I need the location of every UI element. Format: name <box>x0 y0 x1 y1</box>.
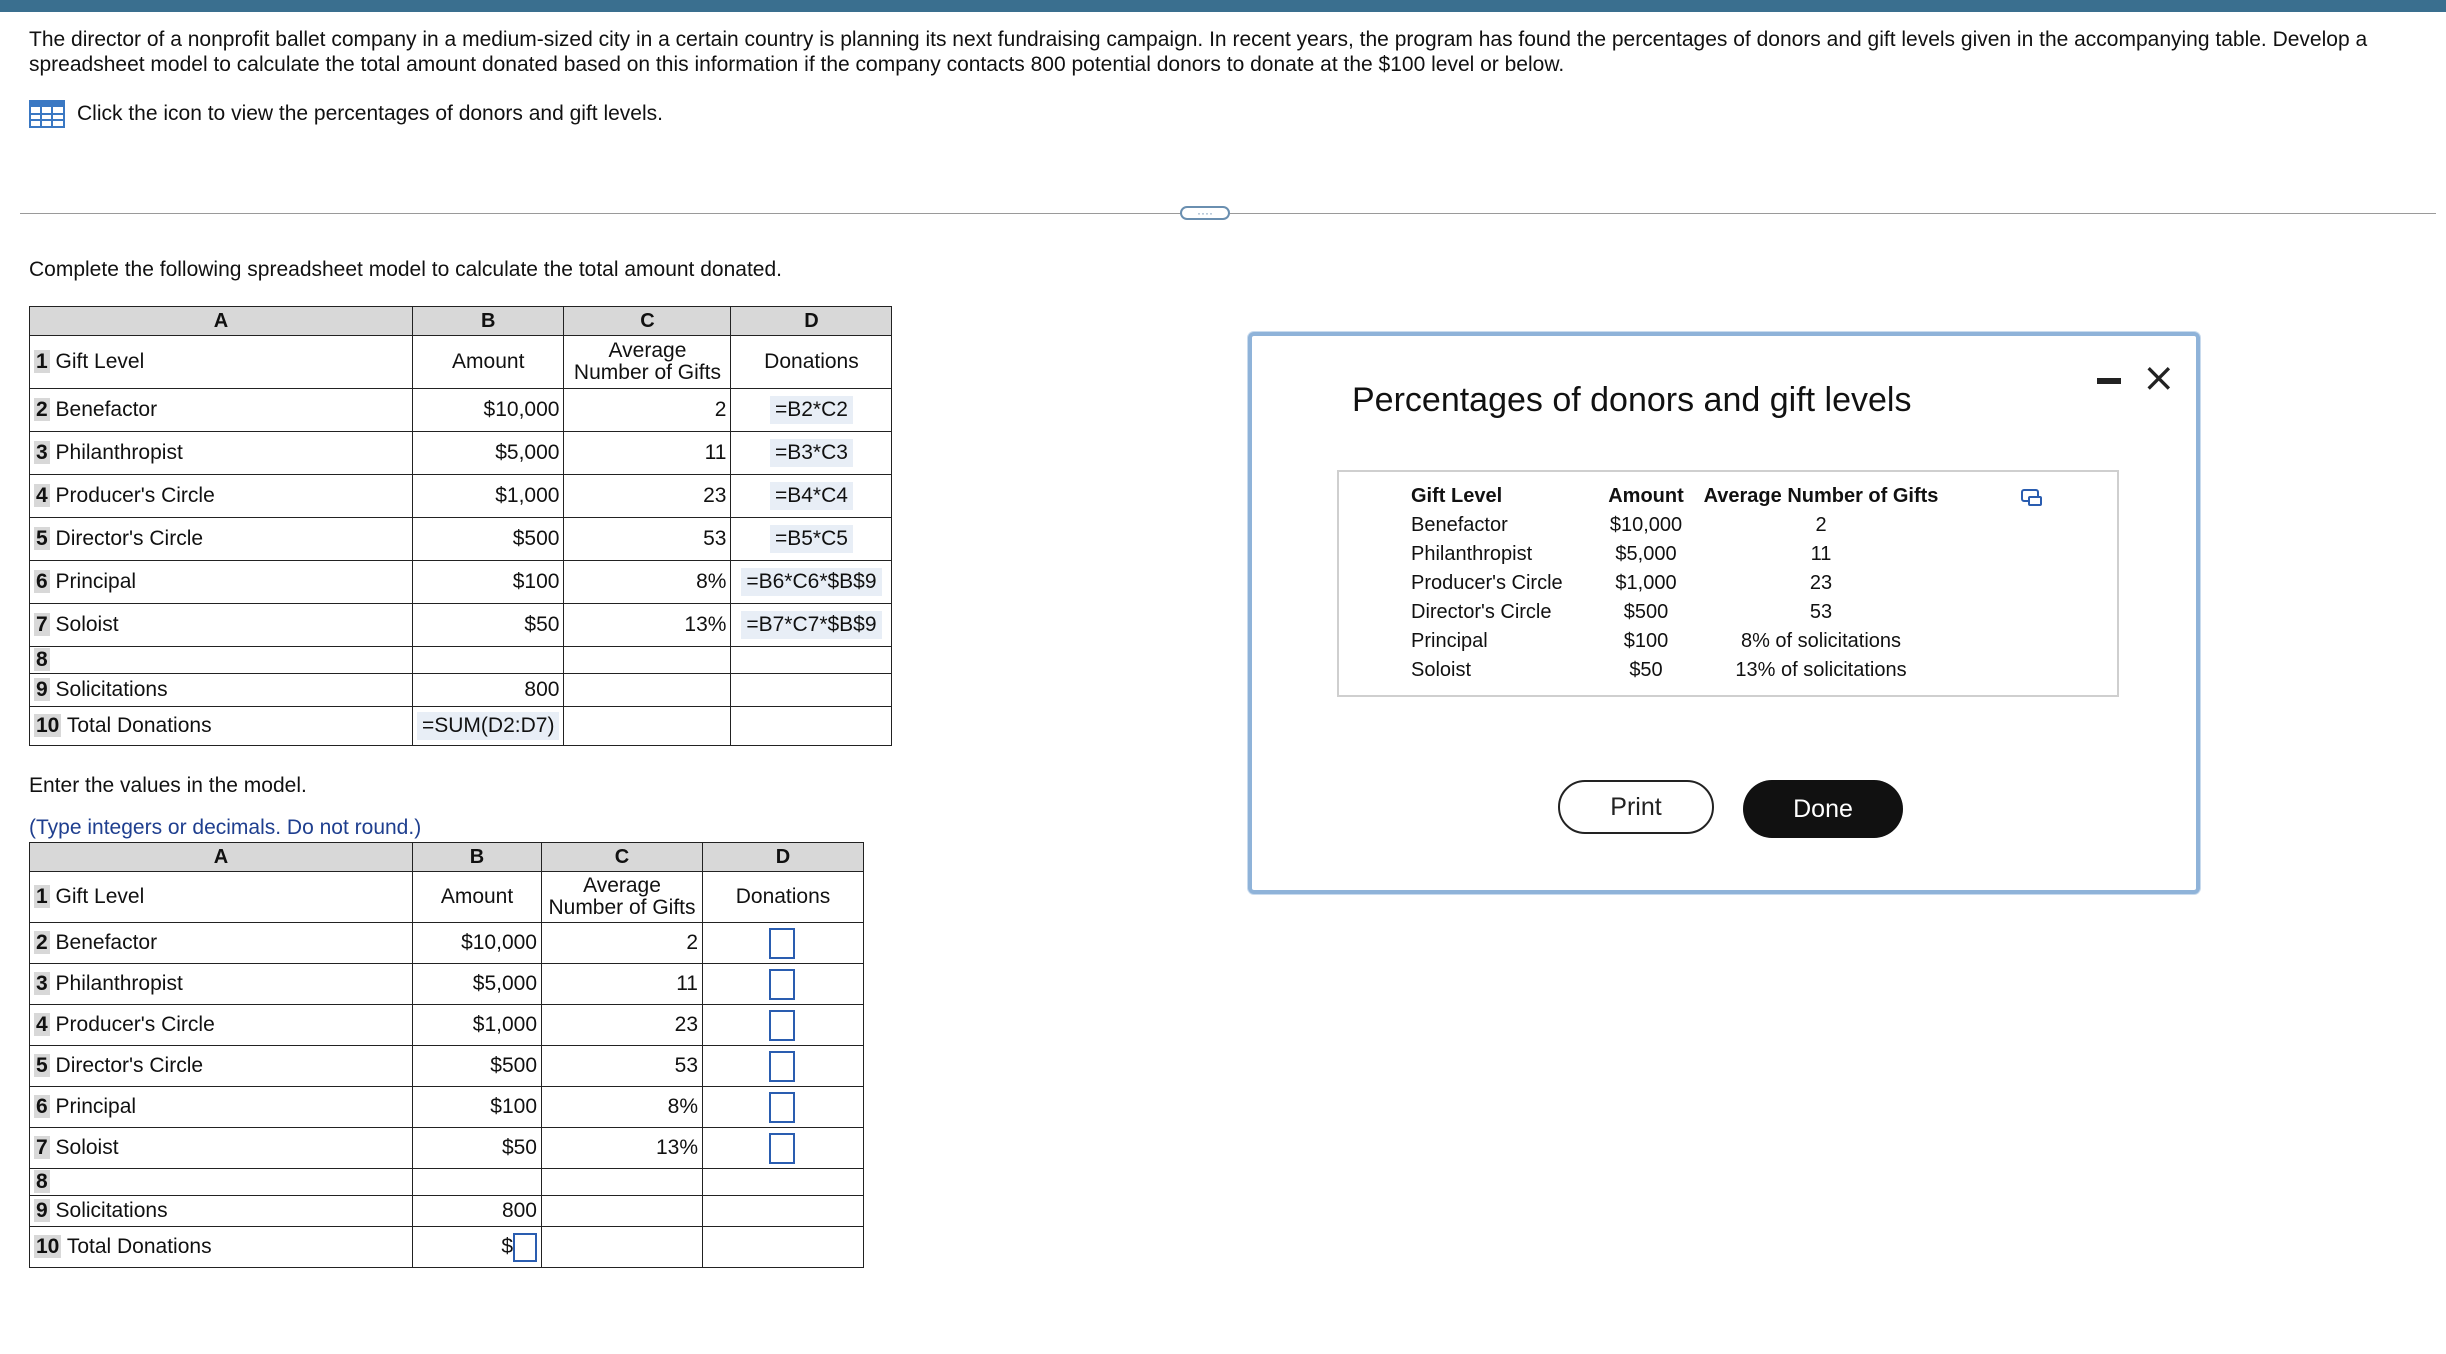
expand-more-button[interactable]: ···· <box>1180 206 1230 220</box>
cell-a: Soloist <box>55 613 119 636</box>
gifts-cell: 8% of solicitations <box>1740 630 1902 652</box>
column-header-d: D <box>703 843 864 872</box>
empty-cell <box>703 1227 864 1268</box>
cell-a: Gift Level <box>55 885 145 908</box>
empty-cell <box>413 647 564 674</box>
empty-cell <box>731 707 892 746</box>
cell-b: $500 <box>413 1046 542 1087</box>
cell-c: 8% <box>542 1087 703 1128</box>
table-row <box>1411 627 1946 656</box>
cell-a: Total Donations <box>66 714 212 737</box>
row-number: 8 <box>36 648 48 671</box>
cell-c: 2 <box>564 389 731 432</box>
row-number: 6 <box>36 570 48 593</box>
header-average-gifts: Average Number of Gifts <box>1703 485 1939 507</box>
donation-input[interactable] <box>769 969 795 1000</box>
cell-b: $50 <box>413 1128 542 1169</box>
column-header-a: A <box>30 307 413 336</box>
cell-a: Solicitations <box>55 1199 168 1222</box>
copy-to-spreadsheet-icon[interactable] <box>2021 488 2043 506</box>
amount-cell: $50 <box>1629 659 1663 681</box>
column-header-c: C <box>542 843 703 872</box>
cell-c: 23 <box>564 475 731 518</box>
formula-cell: =B2*C2 <box>770 396 853 424</box>
cell-a: Producer's Circle <box>55 484 215 507</box>
amount-cell: $10,000 <box>1609 514 1683 536</box>
print-button[interactable]: Print <box>1558 780 1714 834</box>
table-link-text: Click the icon to view the percentages of donors and gift levels. <box>77 102 663 125</box>
formula-cell: =B7*C7*$B$9 <box>741 611 881 639</box>
cell-a: Soloist <box>55 1136 119 1159</box>
row-label-cell <box>30 964 413 1005</box>
table-row <box>30 923 864 964</box>
table-row <box>30 1046 864 1087</box>
table-row <box>30 964 864 1005</box>
dollar-sign: $ <box>501 1234 513 1258</box>
cell-a: Philanthropist <box>55 972 183 995</box>
row-number: 10 <box>36 714 60 737</box>
hint-text: (Type integers or decimals. Do not round.) <box>29 816 422 839</box>
row-number: 9 <box>36 1199 48 1222</box>
cell-b: $10,000 <box>413 389 564 432</box>
donor-levels-table-box <box>1337 470 2119 697</box>
amount-cell: $100 <box>1623 630 1669 652</box>
table-row <box>30 674 892 707</box>
cell-c: 53 <box>542 1046 703 1087</box>
formula-cell: =B3*C3 <box>770 439 853 467</box>
gift-level-cell: Principal <box>1411 630 1488 652</box>
cell-d: Donations <box>703 872 864 923</box>
cell-c: 23 <box>542 1005 703 1046</box>
table-row <box>30 1128 864 1169</box>
row-label-cell <box>30 707 413 746</box>
cell-a: Principal <box>55 1095 137 1118</box>
donation-input[interactable] <box>769 1051 795 1082</box>
top-bar <box>0 0 2446 12</box>
table-row <box>1411 511 1946 540</box>
row-label-cell <box>30 872 413 923</box>
cell-a: Solicitations <box>55 678 168 701</box>
donor-levels-table <box>1411 482 1946 685</box>
donation-input[interactable] <box>769 1092 795 1123</box>
row-number: 1 <box>36 885 48 908</box>
cell-b: $10,000 <box>413 923 542 964</box>
cell-c: Average Number of Gifts <box>564 336 731 389</box>
amount-cell: $1,000 <box>1615 572 1677 594</box>
empty-cell <box>703 1169 864 1196</box>
empty-cell <box>564 674 731 707</box>
gift-level-cell: Soloist <box>1411 659 1472 681</box>
table-link-row[interactable] <box>29 100 663 128</box>
empty-cell <box>564 647 731 674</box>
cell-c: 13% <box>542 1128 703 1169</box>
row-label-cell <box>30 674 413 707</box>
cell-b: $5,000 <box>413 432 564 475</box>
cell-c: 2 <box>542 923 703 964</box>
donation-input[interactable] <box>769 1010 795 1041</box>
cell-c: 53 <box>564 518 731 561</box>
empty-cell <box>564 707 731 746</box>
table-row <box>30 1087 864 1128</box>
empty-cell <box>413 1169 542 1196</box>
row-number: 2 <box>36 398 48 421</box>
empty-cell <box>542 1169 703 1196</box>
cell-b: $1,000 <box>413 475 564 518</box>
cell-a: Director's Circle <box>55 527 204 550</box>
row-number: 5 <box>36 527 48 550</box>
cell-c: 11 <box>564 432 731 475</box>
row-label-cell <box>30 518 413 561</box>
cell-d: Donations <box>731 336 892 389</box>
row-label-cell <box>30 647 413 674</box>
enter-values-instruction: Enter the values in the model. <box>29 774 307 797</box>
cell-a: Director's Circle <box>55 1054 204 1077</box>
cell-b: 800 <box>413 674 564 707</box>
formula-cell: =B6*C6*$B$9 <box>741 568 881 596</box>
table-row <box>30 1005 864 1046</box>
row-label-cell <box>30 1046 413 1087</box>
row-label-cell <box>30 1227 413 1268</box>
table-row <box>30 872 864 923</box>
minimize-button[interactable] <box>2097 378 2121 384</box>
table-row <box>1411 569 1946 598</box>
cell-c: 8% <box>564 561 731 604</box>
cell-b: 800 <box>413 1196 542 1227</box>
dialog-title: Percentages of donors and gift levels <box>1352 381 1912 419</box>
row-label-cell <box>30 336 413 389</box>
cell-a: Principal <box>55 570 137 593</box>
table-row <box>30 1227 864 1268</box>
column-header-c: C <box>564 307 731 336</box>
row-label-cell <box>30 432 413 475</box>
amount-cell: $500 <box>1623 601 1669 623</box>
cell-b: $500 <box>413 518 564 561</box>
row-number: 2 <box>36 931 48 954</box>
cell-b: $5,000 <box>413 964 542 1005</box>
row-label-cell <box>30 561 413 604</box>
row-number: 4 <box>36 484 48 507</box>
row-number: 3 <box>36 441 48 464</box>
formula-cell: =B5*C5 <box>770 525 853 553</box>
donation-input[interactable] <box>769 928 795 959</box>
cell-c: Average Number of Gifts <box>542 872 703 923</box>
row-label-cell <box>30 1128 413 1169</box>
donor-levels-dialog <box>1248 332 2200 894</box>
table-row <box>1411 656 1946 685</box>
gift-level-cell: Director's Circle <box>1411 601 1552 623</box>
gifts-cell: 2 <box>1815 514 1827 536</box>
donation-input[interactable] <box>769 1133 795 1164</box>
row-label-cell <box>30 1005 413 1046</box>
formula-cell: =SUM(D2:D7) <box>417 712 559 740</box>
cell-b: $100 <box>413 1087 542 1128</box>
row-number: 5 <box>36 1054 48 1077</box>
row-label-cell <box>30 1196 413 1227</box>
gift-level-cell: Benefactor <box>1411 514 1508 536</box>
cell-c: 11 <box>542 964 703 1005</box>
table-grid-icon[interactable] <box>29 100 65 128</box>
table-row <box>1411 540 1946 569</box>
formula-spreadsheet <box>29 306 892 746</box>
amount-cell: $5,000 <box>1615 543 1677 565</box>
close-button[interactable]: × <box>2142 355 2176 401</box>
gifts-cell: 23 <box>1809 572 1833 594</box>
table-row <box>30 707 892 746</box>
row-number: 10 <box>36 1235 60 1258</box>
gifts-cell: 11 <box>1810 543 1832 565</box>
problem-statement: The director of a nonprofit ballet company in a medium-sized city in a certain country is planning its next fundraising campaign. In recent years, the program has found the percentages of donors and gift levels given in the accompanying table. Develop a spreadsheet model to calculate the total amount donated based on this information if the company contacts 800 potential donors to donate at the $100 level or below. <box>29 28 2368 76</box>
cell-a: Producer's Circle <box>55 1013 215 1036</box>
value-spreadsheet <box>29 842 864 1268</box>
gift-level-cell: Philanthropist <box>1411 543 1533 565</box>
empty-cell <box>542 1196 703 1227</box>
table-row <box>30 604 892 647</box>
cell-b: $1,000 <box>413 1005 542 1046</box>
total-donations-input[interactable] <box>513 1233 537 1262</box>
row-number: 4 <box>36 1013 48 1036</box>
cell-b: $100 <box>413 561 564 604</box>
table-row <box>30 389 892 432</box>
row-label-cell <box>30 604 413 647</box>
column-header-b: B <box>413 843 542 872</box>
table-row <box>1411 598 1946 627</box>
cell-a: Benefactor <box>55 398 158 421</box>
row-label-cell <box>30 1087 413 1128</box>
table-row <box>30 647 892 674</box>
column-header-d: D <box>731 307 892 336</box>
row-number: 7 <box>36 613 48 636</box>
gift-level-cell: Producer's Circle <box>1411 572 1563 594</box>
table-row <box>30 518 892 561</box>
empty-cell <box>731 647 892 674</box>
header-amount: Amount <box>1608 485 1684 507</box>
cell-b: $50 <box>413 604 564 647</box>
row-label-cell <box>30 1169 413 1196</box>
empty-cell <box>703 1196 864 1227</box>
cell-a: Gift Level <box>55 350 145 373</box>
cell-c: 13% <box>564 604 731 647</box>
header-gift-level: Gift Level <box>1411 485 1503 507</box>
gifts-cell: 13% of solicitations <box>1735 659 1907 681</box>
row-number: 3 <box>36 972 48 995</box>
table-row <box>30 561 892 604</box>
empty-cell <box>542 1227 703 1268</box>
row-label-cell <box>30 389 413 432</box>
row-label-cell <box>30 923 413 964</box>
row-label-cell <box>30 475 413 518</box>
table-row <box>30 1169 864 1196</box>
cell-b: Amount <box>413 336 564 389</box>
cell-a: Philanthropist <box>55 441 183 464</box>
column-header-a: A <box>30 843 413 872</box>
done-button[interactable]: Done <box>1743 780 1903 838</box>
table-row <box>30 1196 864 1227</box>
column-header-b: B <box>413 307 564 336</box>
cell-b: Amount <box>413 872 542 923</box>
table-row <box>30 475 892 518</box>
table-row <box>30 336 892 389</box>
row-number: 8 <box>36 1170 48 1193</box>
row-number: 9 <box>36 678 48 701</box>
row-number: 1 <box>36 350 48 373</box>
complete-instruction: Complete the following spreadsheet model to calculate the total amount donated. <box>29 258 782 281</box>
cell-a: Benefactor <box>55 931 158 954</box>
gifts-cell: 53 <box>1809 601 1833 623</box>
row-number: 6 <box>36 1095 48 1118</box>
table-row <box>30 432 892 475</box>
formula-cell: =B4*C4 <box>770 482 853 510</box>
cell-a: Total Donations <box>66 1235 212 1258</box>
empty-cell <box>731 674 892 707</box>
row-number: 7 <box>36 1136 48 1159</box>
